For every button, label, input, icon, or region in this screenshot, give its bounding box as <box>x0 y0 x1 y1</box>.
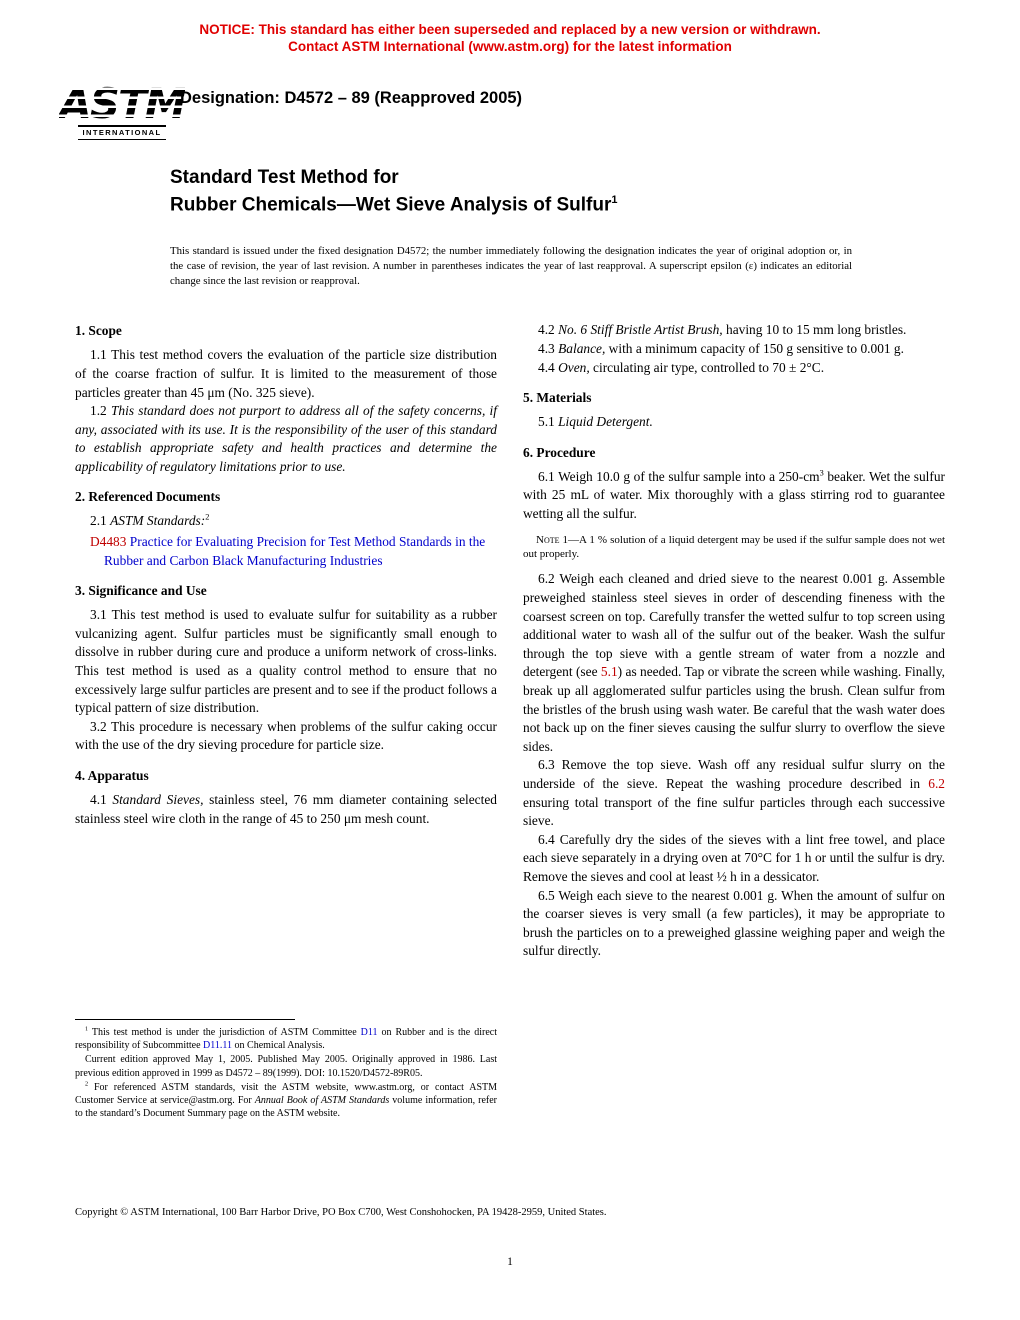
text-run: 2 <box>85 1080 89 1088</box>
text-run: This standard does not purport to address all of the safety concerns, if any, associated with its use. It is the responsibility of the user of this standard to establish appropriate safety and health practices and determine the applicability of regulatory limitations prior to use. <box>75 403 497 474</box>
notice-line-2: Contact ASTM International (www.astm.org) for the latest information <box>288 38 732 54</box>
title-footnote-ref: 1 <box>611 194 618 206</box>
astm-logo-word: ASTM <box>59 79 185 128</box>
link-d11[interactable]: D11 <box>360 1026 378 1038</box>
link-d11-11[interactable]: D11.11 <box>203 1040 233 1052</box>
paragraph-4-1 <box>75 791 497 828</box>
footnotes <box>75 1019 497 1121</box>
text-run: Balance, <box>558 340 606 356</box>
text-run: 5.1 <box>538 414 559 430</box>
text-run: 4.2 <box>538 322 559 338</box>
text-run: beaker. Wet the sulfur with 25 mL of water. Mix thoroughly with a glass stirring rod to guarantee wetting all the sulfur. <box>523 468 945 521</box>
text-run: on Rubber and is the direct responsibility of Subcommittee <box>75 1026 497 1052</box>
supersession-notice <box>0 0 1020 55</box>
heading-significance-and-use: 3. Significance and Use <box>75 583 207 599</box>
text-run: on Chemical Analysis. <box>232 1040 325 1052</box>
text-run: 2.1 <box>90 513 111 529</box>
text-run: 4.3 <box>538 340 559 356</box>
paragraph-2-1 <box>75 512 497 531</box>
text-run: 6.3 Remove the top sieve. Wash off any residual sulfur slurry on the underside of the sieve. Repeat the washing procedure described in <box>523 757 945 792</box>
text-run: volume information, refer to the standard’s Document Summary page on the ASTM website. <box>75 1094 497 1120</box>
paragraph-4-2 <box>523 321 945 340</box>
text-run: Current edition approved May 1, 2005. Published May 2005. Originally approved in 1986. Last previous edition approved in 1999 as D4572 – 89(1999). DOI: 10.1520/D4572-89R05. <box>75 1054 497 1079</box>
notice-line-1: NOTICE: This standard has either been superseded and replaced by a new version or withdrawn. <box>199 22 821 37</box>
heading-referenced-documents: 2. Referenced Documents <box>75 489 221 505</box>
text-run: This test method is under the jurisdiction of ASTM Committee <box>88 1026 361 1038</box>
paragraph-6-4 <box>523 831 945 887</box>
text-run: 1.2 <box>90 403 111 419</box>
text-run: 3.1 This test method is used to evaluate sulfur for suitability as a rubber vulcanizing agent. Sulfur particles must be significantly small enough to dissolve in rubber during cure and produce a uniform network of cross-links. This test method is used as a quality control method to ensure that no excessively large sulfur particles are present and to see if the product follows a typical pattern of size distribution. <box>75 607 497 716</box>
heading-procedure: 6. Procedure <box>523 444 596 460</box>
text-run: 4.4 <box>538 359 559 375</box>
footnote-2 <box>75 1081 497 1121</box>
paragraph-5-1 <box>523 413 945 432</box>
title-text: Rubber Chemicals—Wet Sieve Analysis of Sulfur <box>170 194 612 216</box>
astm-logo <box>59 79 185 140</box>
astm-logo-subtitle: INTERNATIONAL <box>78 125 166 140</box>
paragraph-6-2 <box>523 570 945 756</box>
paragraph-1-1 <box>75 346 497 402</box>
footnote-edition-info <box>75 1053 497 1079</box>
link-d4483[interactable]: D4483 <box>90 534 127 550</box>
copyright-line: Copyright © ASTM International, 100 Barr Harbor Drive, PO Box C700, West Conshohocken, PA 19428-2959, United States. <box>75 1207 607 1218</box>
text-run: 2 <box>205 513 210 523</box>
ref-5-1[interactable]: 5.1 <box>600 664 618 680</box>
paragraph-3-1 <box>75 606 497 718</box>
paragraph-6-5 <box>523 887 945 961</box>
text-run: 1 <box>85 1025 89 1033</box>
title-block <box>170 166 1020 216</box>
text-run: stainless steel, 76 mm diameter containing selected stainless steel wire cloth in the range of 45 to 250 μm mesh count. <box>75 792 497 826</box>
text-run: No. 6 Stiff Bristle Artist Brush, <box>558 322 723 338</box>
text-run: Oven, <box>558 359 590 375</box>
paragraph-6-3 <box>523 756 945 830</box>
paragraph-4-4 <box>523 359 945 378</box>
paragraph-6-1 <box>523 468 945 524</box>
text-run: having 10 to 15 mm long bristles. <box>722 322 907 338</box>
note-1 <box>523 533 945 561</box>
text-run: A 1 % solution of a liquid detergent may be used if the sulfur sample does not wet out properly. <box>523 534 945 561</box>
text-run: 6.5 Weigh each sieve to the nearest 0.001 g. When the amount of sulfur on the coarser sieves is very small (a few particles), it may be appropriate to brush the particles on to a preweighed glassine weighing paper and weigh the sulfur directly. <box>523 887 945 959</box>
ref-6-2[interactable]: 6.2 <box>928 776 945 792</box>
text-run: Liquid Detergent. <box>558 414 653 430</box>
heading-scope: 1. Scope <box>75 323 122 339</box>
title-line-1: Standard Test Method for <box>170 167 399 188</box>
body <box>75 321 945 1121</box>
text-run: 4.1 <box>90 792 113 808</box>
text-run: 6.2 Weigh each cleaned and dried sieve to the nearest 0.001 g. Assemble preweighed stainless steel sieves in order of descending fineness with the coarsest screen on top. Carefully transfer the wetted sulfur to top screen using additional water to wash all of the sulfur out of the beaker. Wash the sulfur through the top sieve with a gentle stream of water from a nozzle and detergent (see <box>523 571 945 680</box>
text-run: 1.1 This test method covers the evaluation of the particle size distribution of the coarse fraction of sulfur. It is limited to the measurement of those particles greater than 45 μm (No. 325 sieve). <box>75 347 497 400</box>
title-line-2 <box>170 189 1020 216</box>
text-run: 6.1 Weigh 10.0 g of the sulfur sample into a 250-cm <box>538 468 820 484</box>
text-run: 3 <box>819 468 824 478</box>
right-column <box>523 321 945 1121</box>
paragraph-1-2 <box>75 402 497 476</box>
preamble: This standard is issued under the fixed designation D4572; the number immediately following the designation indicates the year of original adoption or, in the case of revision, the year of last revision. A number in parentheses indicates the year of last reapproval. A superscript epsilon (ε) indicates an editorial change since the last revision or reapproval. <box>170 245 852 288</box>
text-run: 6.4 Carefully dry the sides of the sieves with a lint free towel, and place each sieve separately in a drying oven at 70°C for 1 h or until the sulfur is dry. Remove the sieves and cool at least ½ h in a dessicator. <box>523 831 945 884</box>
text-run: ) as needed. Tap or vibrate the screen while washing. Finally, break up all agglomerated sulfur particles using the brush. Clean sulfur from the bristles of the brush using wash water. Be careful that the wash water does not back up on the finer sieves causing the sulfur slurry to overflow the sieve sides. <box>523 664 946 754</box>
text-run: ensuring total transport of the fine sulfur particles through each successive sieve. <box>523 794 945 829</box>
heading-apparatus: 4. Apparatus <box>75 768 149 784</box>
text-run: For referenced ASTM standards, visit the ASTM website, www.astm.org, or contact ASTM Customer Service at service@astm.org. For <box>75 1081 497 1106</box>
text-run: Standard Sieves, <box>112 792 204 808</box>
text-run: Note 1— <box>536 534 580 547</box>
text-run: with a minimum capacity of 150 g sensitive to 0.001 g. <box>605 340 904 356</box>
link-d4483-title[interactable]: Practice for Evaluating Precision for Test Method Standards in the Rubber and Carbon Black Manufacturing Industries <box>104 534 486 568</box>
paragraph-4-3 <box>523 340 945 359</box>
text-run: ASTM Standards: <box>110 513 206 529</box>
left-column <box>75 321 497 1121</box>
footnote-divider <box>75 1019 295 1020</box>
text-run: 3.2 This procedure is necessary when problems of the sulfur caking occur with the use of the dry sieving procedure for particle size. <box>75 718 497 753</box>
text-run: Annual Book of ASTM Standards <box>254 1094 390 1106</box>
text-run: circulating air type, controlled to 70 ± 2°C. <box>589 359 825 375</box>
page-number: 1 <box>507 1256 513 1268</box>
header <box>59 79 1020 140</box>
designation-label: Designation: D4572 – 89 (Reapproved 2005) <box>180 89 523 107</box>
reference-d4483 <box>75 533 497 570</box>
paragraph-3-2 <box>75 718 497 755</box>
footnote-1 <box>75 1026 497 1052</box>
heading-materials: 5. Materials <box>523 390 592 406</box>
